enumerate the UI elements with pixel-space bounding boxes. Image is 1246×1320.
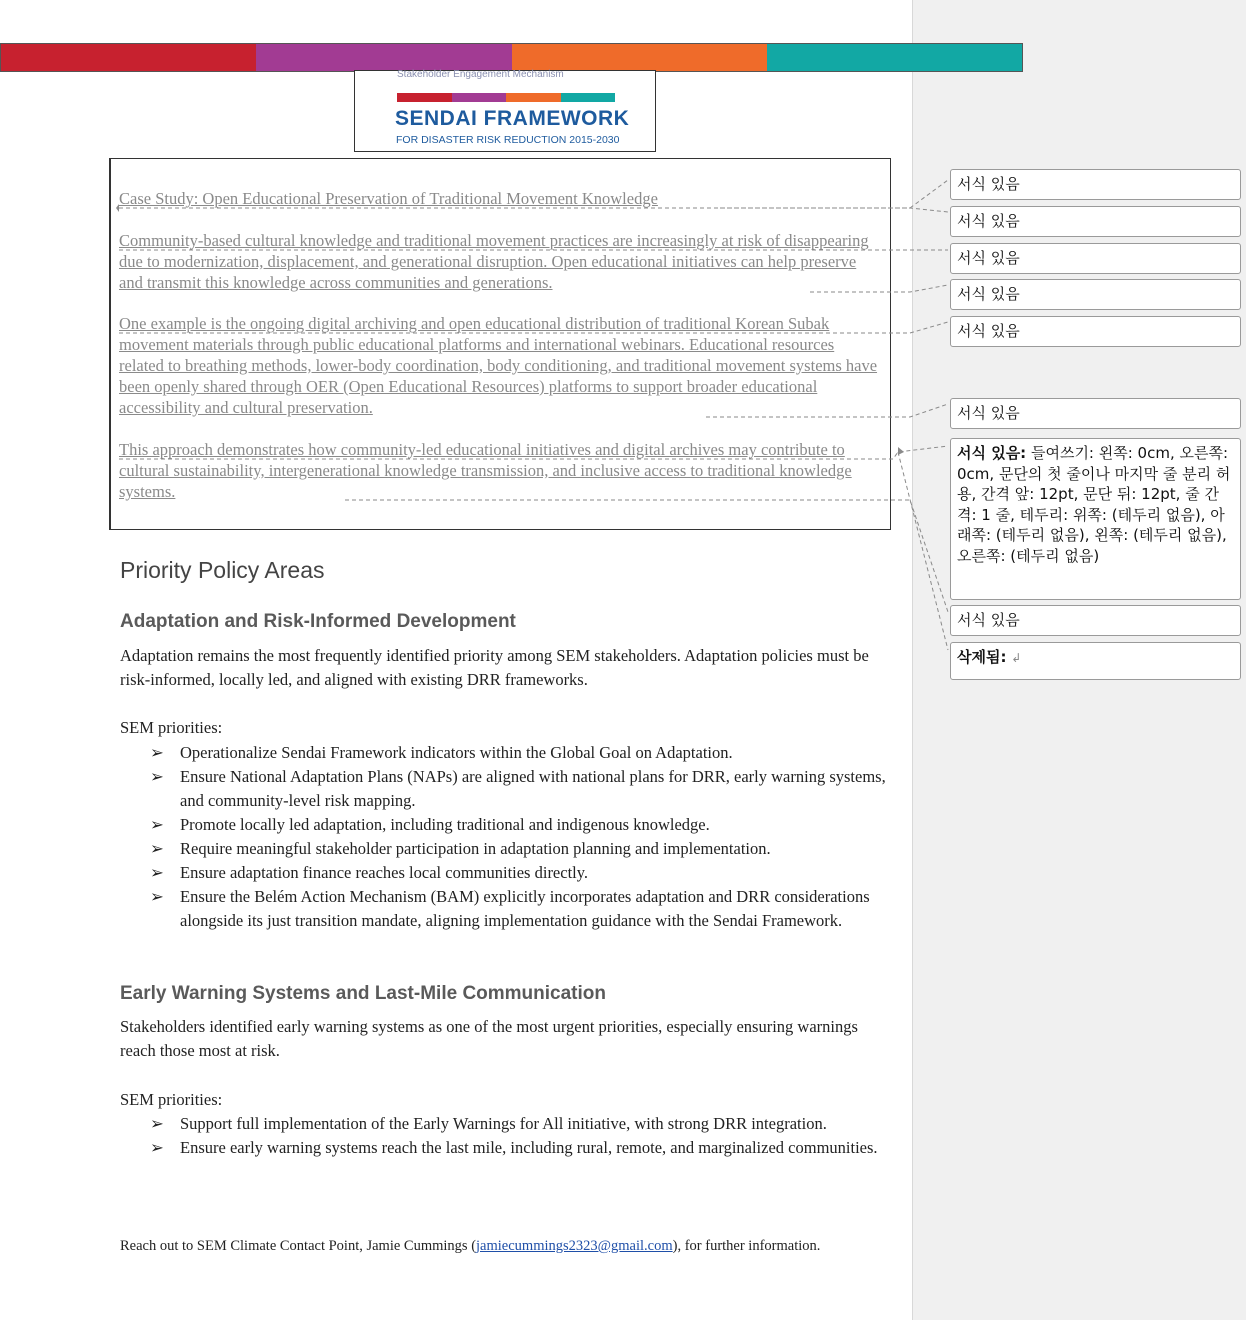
list-item: ➢ Require meaningful stakeholder participation in adaptation planning and implementation. [150, 839, 771, 858]
logo-title: SENDAI FRAMEWORK [395, 107, 630, 130]
case-study-paragraph-1[interactable]: Community-based cultural knowledge and traditional movement practices are increasingly at risk of disappearing due to modernization, displacement, and generational disruption. Open educational initiatives can help preserve and transmit this knowledge across communities and generations. [119, 231, 869, 292]
adaptation-intro: Adaptation remains the most frequently identified priority among SEM stakeholders. Adaptation policies must be risk-informed, locally led, and aligned with existing DRR frameworks. [120, 646, 869, 689]
revision-balloon[interactable]: 서식 있음 [950, 605, 1241, 636]
case-study-title[interactable]: Case Study: Open Educational Preservation of Traditional Movement Knowledge [119, 189, 658, 208]
section-title: Priority Policy Areas [120, 557, 325, 583]
revision-balloon[interactable]: 서식 있음 [950, 316, 1241, 347]
list-item: ➢ Operationalize Sendai Framework indicators within the Global Goal on Adaptation. [150, 743, 733, 762]
balloon-label: 삭제됨: [957, 648, 1007, 666]
list-item: ➢ Support full implementation of the Early Warnings for All initiative, with strong DRR integration. [150, 1114, 827, 1133]
early-warning-intro: Stakeholders identified early warning systems as one of the most urgent priorities, especially ensuring warnings reach those most at risk. [120, 1017, 858, 1060]
early-warning-heading: Early Warning Systems and Last-Mile Communication [120, 983, 607, 1004]
adaptation-heading: Adaptation and Risk-Informed Development [120, 611, 516, 632]
balloon-label: 서식 있음: [957, 444, 1027, 462]
balloon-details: 들여쓰기: 왼쪽: 0cm, 오른쪽: 0cm, 문단의 첫 줄이나 마지막 줄 분리 허용, 간격 앞: 12pt, 문단 뒤: 12pt, 줄 간격: 1 줄, 테두리: 위쪽: (테두리 없음), 아래쪽: (테두리 없음), 왼쪽: (테두리 없음), 오른쪽: (테두리 없음) [957, 444, 1231, 565]
paragraph-mark-icon: ↲ [1011, 651, 1022, 665]
early-warning-priorities-label: SEM priorities: [120, 1090, 223, 1109]
list-item: ➢ Ensure early warning systems reach the last mile, including rural, remote, and marginalized communities. [150, 1138, 878, 1157]
case-study-paragraph-2[interactable]: One example is the ongoing digital archiving and open educational distribution of traditional Korean Subak movement materials through public educational platforms and international webinars. Educational resources related to breathing methods, lower-body coordination, body conditioning, and traditional movement systems have been openly shared through OER (Open Educational Resources) platforms to support broader educational accessibility and cultural preservation. [119, 314, 878, 417]
case-study-paragraph-3[interactable]: This approach demonstrates how community-led educational initiatives and digital archives may contribute to cultural sustainability, intergenerational knowledge transmission, and inclusive access to traditional knowledge systems. [119, 440, 852, 501]
adaptation-priorities-label: SEM priorities: [120, 718, 223, 737]
contact-email-link[interactable]: jamiecummings2323@gmail.com [476, 1238, 673, 1254]
list-item: ➢ Promote locally led adaptation, including traditional and indigenous knowledge. [150, 815, 710, 834]
logo-subtitle: FOR DISASTER RISK REDUCTION 2015-2030 [396, 134, 620, 146]
list-item: ➢ Ensure the Belém Action Mechanism (BAM) explicitly incorporates adaptation and DRR considerations alongside its just transition mandate, aligning implementation guidance with the Sendai Framework. [150, 887, 870, 930]
list-item: ➢ Ensure adaptation finance reaches local communities directly. [150, 863, 589, 882]
logo-cut-text: Stakeholder Engagement Mechanism [397, 69, 564, 80]
revision-balloon[interactable]: 서식 있음 [950, 398, 1241, 429]
revision-balloon[interactable]: 서식 있음 [950, 243, 1241, 274]
revision-balloon-deleted[interactable] [950, 642, 1241, 680]
revision-balloon[interactable]: 서식 있음 [950, 279, 1241, 310]
revision-balloon-formatting-details[interactable] [950, 438, 1241, 600]
list-item: ➢ Ensure National Adaptation Plans (NAPs) are aligned with national plans for DRR, early warning systems, and community-level risk mapping. [150, 767, 886, 810]
revision-balloon[interactable]: 서식 있음 [950, 169, 1241, 200]
contact-line: Reach out to SEM Climate Contact Point, Jamie Cummings (jamiecummings2323@gmail.com), for further information. [120, 1238, 821, 1254]
revision-balloon[interactable]: 서식 있음 [950, 206, 1241, 237]
